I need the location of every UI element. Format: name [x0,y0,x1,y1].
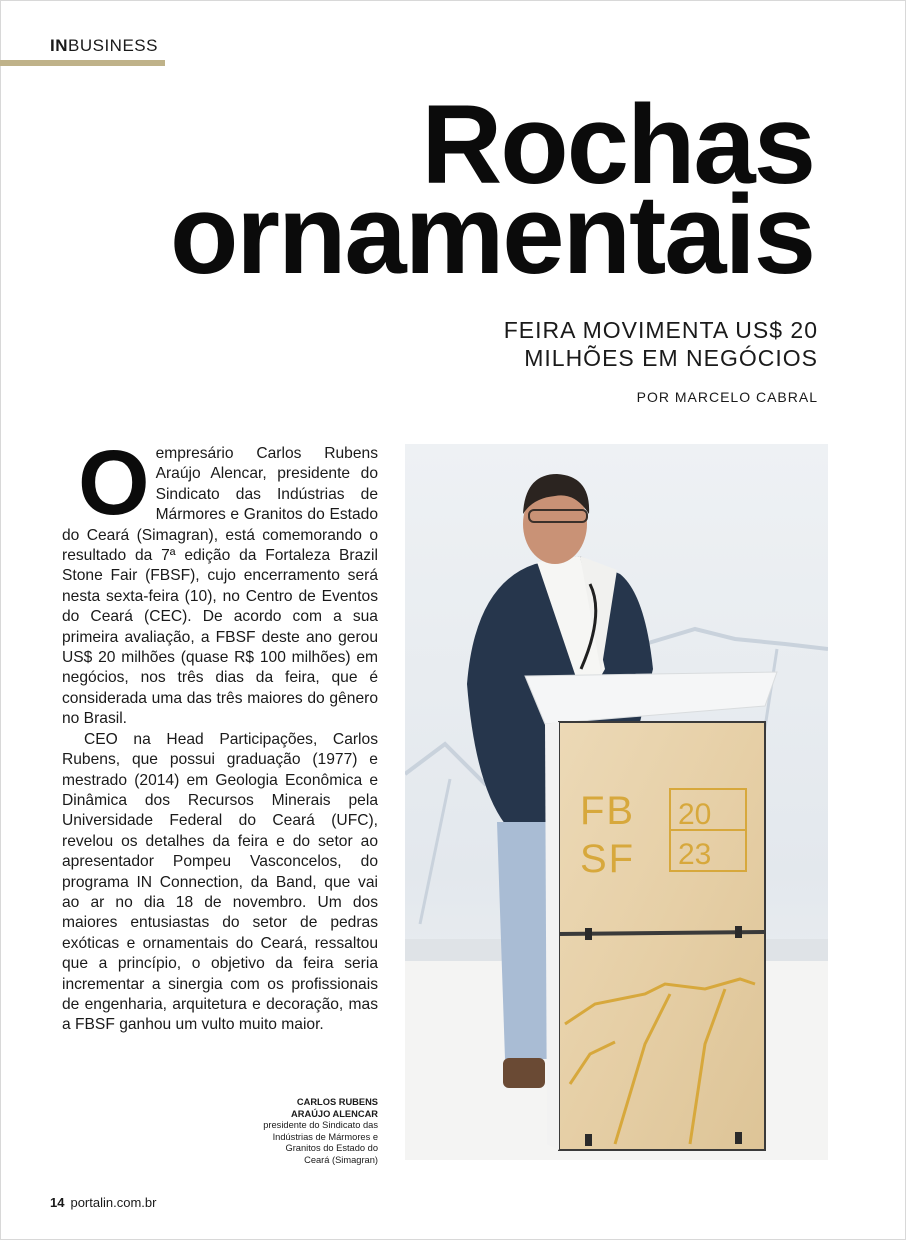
page-number: 14 [50,1195,65,1210]
section-tag [50,36,158,56]
podium-logo-20: 20 [678,798,712,831]
section-tag-light: BUSINESS [68,36,158,55]
caption-desc-line-3: Granitos do Estado do [285,1143,378,1153]
deck-line-1: FEIRA MOVIMENTA US$ 20 [503,317,818,343]
speaker-photo-illustration [405,444,828,1160]
article-paragraph-1: empresário Carlos Rubens Araújo Alencar, presidente do Sindicato das Indústrias de Mármores e Granitos do Estado do Ceará (Simagran), está comemorando o resultado da 7ª edição da Fortaleza Brazil Stone Fair (FBSF), cujo encerramento será nesta sexta-feira (10), no Centro de Eventos do Ceará (CEC). De acordo com a sua primeira avaliação, a FBSF deste ano gerou US$ 20 milhões (quase R$ 100 milhões) em negócios, nos três dias da feira, que é considerada uma das três maiores do gênero no Brasil. [62,445,378,728]
caption-name-line-1: CARLOS RUBENS [296,1097,378,1107]
photo-caption [238,1097,378,1166]
article-body [62,432,378,1036]
article-paragraph-2: CEO na Head Participações, Carlos Rubens, que possui graduação (1977) e mestrado (2014) em Geologia Econômica e Dinâmica dos Recursos Minerais pela Universidade Federal do Ceará (UFC), revelou os detalhes da feira e do setor ao apresentador Pompeu Vasconcelos, do programa IN Connection, da Band, que vai ao ar no dia 18 de novembro. Um dos maiores entusiastas do setor de pedras exóticas e ornamentais do Ceará, ressaltou que a princípio, o objetivo da feira seria incrementar a sinergia com os profissionais de engenharia, arquitetura e decoração, mas a FBSF ganhou um vulto muito maior. [62,730,378,1034]
caption-desc-line-2: Indústrias de Mármores e [272,1131,378,1142]
headline [14,82,814,297]
headline-line-2: ornamentais [170,172,814,297]
caption-name-line-2: ARAÚJO ALENCAR [291,1108,378,1119]
deck [398,316,818,372]
article-photo [405,444,828,1160]
byline: POR MARCELO CABRAL [636,389,818,405]
site-url: portalin.com.br [70,1195,157,1210]
caption-desc-line-1: presidente do Sindicato das [263,1120,378,1130]
section-rule [0,60,165,66]
podium-logo-sf: SF [580,837,636,881]
deck-line-2: MILHÕES EM NEGÓCIOS [524,345,818,371]
headline-line-1: Rochas [421,82,814,207]
caption-desc-line-4: Ceará (Simagran) [304,1154,378,1165]
section-tag-bold: IN [50,36,68,55]
drop-cap: O [78,432,150,534]
podium-logo-23: 23 [678,838,712,871]
podium-logo-fb: FB [580,789,636,833]
page-footer [50,1195,156,1210]
